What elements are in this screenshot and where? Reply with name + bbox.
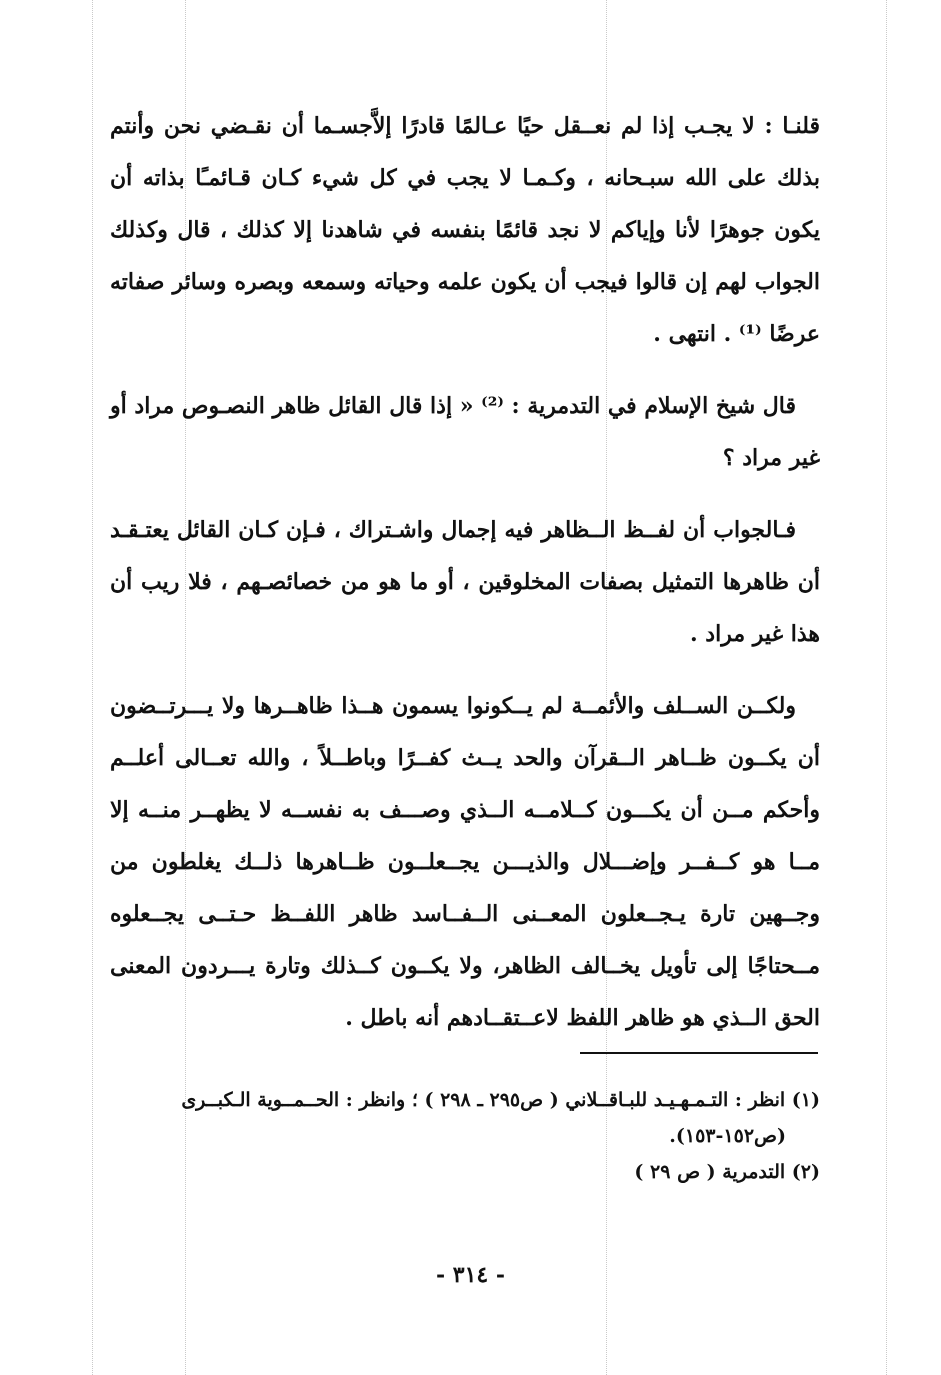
main-text	[110, 100, 820, 1064]
footnote-1: (١) انظر : التـمـهـيـد للبـاقــلاني ( ص٢٩٥ ـ ٢٩٨ ) ؛ وانظر : الحــمــوية الـكبــرى	[181, 1089, 820, 1111]
footnote-2: (٢) التدمرية ( ص ٢٩ )	[634, 1161, 820, 1183]
scan-artifact-line	[92, 0, 93, 1375]
paragraph-walakin-as-salaf: ولكــن الســلف والأئمــة لم يــكونوا يسمون هــذا ظاهــرها ولا يـــرتــضون أن يكــون ظــاهر الــقرآن والحد يــث كفــرًا وباطــلاً ، والله تعــالى أعلــم وأحكم مــن أن يكـــون كــلامــه الــذي وصـــف به نفســه لا يظهــر منــه إلا مــا هو كــفــر وإضـــلال والذيـــن يجــعلــون ظــاهرها ذلــك يغلطون من وجــهين تارة يـجــعلون المعــنى الــفــاسد ظاهر اللفــظ حـتــى يجــعلوه مــحتاجًا إلى تأويل يخــالف الظاهر، ولا يكــون كــذلك وتارة يـــردون المعنى الحق الــذي هو ظاهر اللفظ لاعــتقــادهم أنه باطل .	[110, 693, 820, 1031]
footnote-separator	[580, 1052, 818, 1054]
paragraph-qulna: قلنـا : لا يجـب إذا لم نعــقل حيًا عـالمًا قادرًا إلاَّجسـما أن نقـضي نحن وأنتم بذلك على الله سبـحانه ، وكـمـا لا يجب في كل شيء كـان قـائمـًا بذاته أن يكون جوهرًا لأنا وإياكم لا نجد قائمًا بنفسه في شاهدنا إلا كذلك ، قال وكذلك الجواب لهم إن قالوا فيجب أن يكون علمه وحياته وسمعه وبصره وسائر صفاته عرضًا ⁽¹⁾ . انتهى .	[110, 113, 820, 347]
footnotes	[110, 1082, 820, 1190]
scan-artifact-line	[886, 0, 887, 1375]
paragraph-al-jawab: فـالجواب أن لفــظ الــظاهر فيه إجمال واشـتراك ، فـإن كـان القائل يعتـقـد أن ظاهرها التمثيل بصفات المخلوقين ، أو ما هو من خصائصـهم ، فلا ريب أن هذا غير مراد .	[110, 517, 820, 647]
footnote-1-continuation: (ص١٥٢-١٥٣).	[669, 1125, 786, 1147]
paragraph-shaykh-al-islam: قال شيخ الإسلام في التدمرية : ⁽²⁾ « إذا قال القائل ظاهر النصـوص مراد أو غير مراد ؟	[110, 393, 820, 471]
page-number: - ٣١٤ -	[435, 1262, 506, 1288]
